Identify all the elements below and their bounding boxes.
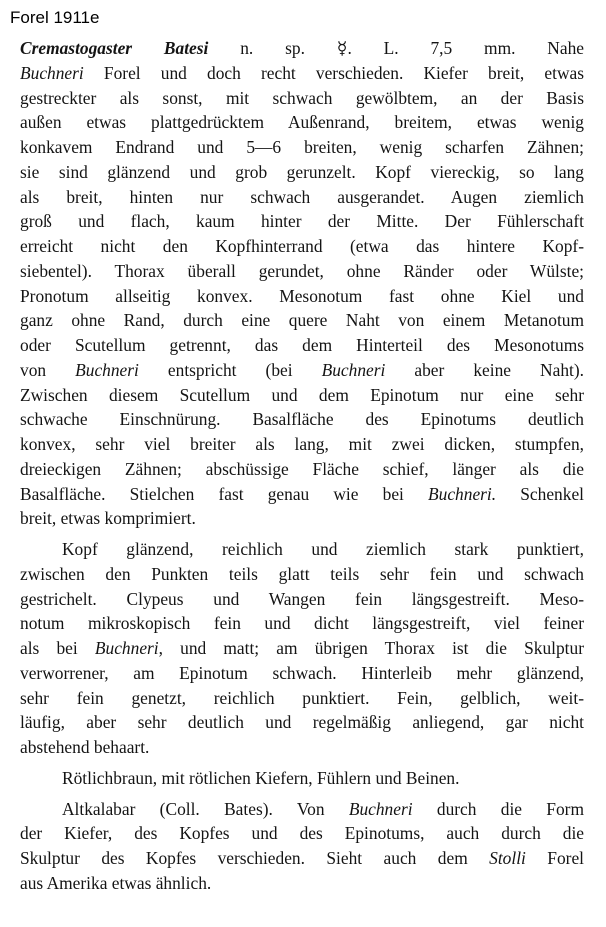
text-line (20, 209, 584, 234)
italic-taxon: Buchneri. (428, 483, 497, 504)
text-run: Altkalabar (Coll. Bates). Von (62, 798, 349, 819)
italic-taxon: Buchneri (94, 638, 159, 658)
text-line (20, 333, 584, 358)
text-line (20, 86, 584, 111)
paragraph-color (20, 766, 584, 791)
text-run: , und matt; am übrigen Thorax ist die Skulptur (158, 638, 584, 658)
text-run: konvex, sehr viel breiter als lang, mit zwei dicken, stumpfen, (20, 434, 584, 454)
text-line (20, 562, 584, 587)
text-line (20, 710, 584, 735)
text-line (20, 160, 584, 185)
text-line (20, 482, 584, 507)
text-line (20, 686, 584, 711)
article-body (20, 36, 584, 896)
text-run: erreicht nicht den Kopfhinterrand (etwa das hintere Kopf- (20, 236, 584, 256)
text-line (20, 846, 584, 871)
text-line (20, 110, 584, 135)
text-run: Pronotum allseitig konvex. Mesonotum fast ohne Kiel und (20, 285, 584, 306)
text-run: Basalfläche. Stielchen fast genau wie bei (20, 483, 429, 504)
text-line (20, 36, 584, 61)
italic-taxon: Buchneri (321, 359, 386, 380)
text-line (20, 457, 584, 482)
text-run: als breit, hinten nur schwach ausgerandet. Augen ziemlich (20, 186, 584, 207)
paragraph-description (20, 36, 584, 531)
text-line (20, 735, 584, 760)
text-run: verworrener, am Epinotum schwach. Hinterleib mehr glänzend, (20, 662, 584, 683)
text-run: Forel (525, 848, 584, 868)
text-run: siebentel). Thorax überall gerundet, ohne Ränder oder Wülste; (20, 260, 584, 281)
text-line (20, 661, 584, 686)
text-line (20, 234, 584, 259)
text-run: entspricht (bei (138, 359, 322, 380)
text-run: notum mikroskopisch fein und dicht längsgestreift, viel feiner (20, 613, 584, 634)
text-line (20, 407, 584, 432)
text-line (20, 587, 584, 612)
text-line (20, 636, 584, 661)
text-run: von (20, 359, 76, 380)
text-run: gestreckter als sonst, mit schwach gewölbtem, an der Basis (20, 87, 584, 108)
text-run: sehr fein genetzt, reichlich punktiert. Fein, gelblich, weit- (20, 687, 584, 708)
text-run: durch die Form (412, 798, 584, 819)
italic-taxon: Stolli (489, 848, 526, 868)
text-run: sie sind glänzend und grob gerunzelt. Kopf viereckig, so lang (20, 161, 584, 182)
text-line (20, 383, 584, 408)
italic-taxon: Buchneri (75, 359, 139, 380)
text-line (20, 259, 584, 284)
text-line (20, 135, 584, 160)
species-name: Cremastogaster Batesi (20, 38, 209, 58)
italic-taxon: Buchneri (20, 62, 84, 83)
text-line (20, 537, 584, 562)
text-run: als bei (20, 638, 95, 658)
text-run: der Kiefer, des Kopfes und des Epinotums, auch durch die (20, 823, 584, 844)
text-line (20, 871, 584, 896)
text-line (20, 821, 584, 846)
text-line (20, 611, 584, 636)
text-line (20, 506, 584, 531)
text-run: schwache Einschnürung. Basalfläche des Epinotums deutlich (20, 409, 584, 430)
text-run: Kopf glänzend, reichlich und ziemlich stark punktiert, (62, 539, 584, 559)
text-run: groß und flach, kaum hinter der Mitte. Der Fühlerschaft (20, 211, 584, 232)
text-run: konkavem Endrand und 5—6 breiten, wenig scharfen Zähnen; (20, 137, 584, 157)
text-run: Forel und doch recht verschieden. Kiefer breit, etwas (83, 62, 584, 83)
text-run: außen etwas plattgedrücktem Außenrand, breitem, etwas wenig (20, 112, 584, 133)
text-run: aber keine Naht). (385, 359, 584, 380)
text-run: Rötlichbraun, mit rötlichen Kiefern, Fühlern und Beinen. (62, 767, 460, 788)
text-run: Skulptur des Kopfes verschieden. Sieht auch dem (20, 848, 490, 868)
text-run: ganz ohne Rand, durch eine quere Naht von einem Metanotum (20, 310, 584, 331)
text-run: aus Amerika etwas ähnlich. (20, 872, 212, 893)
text-line (20, 185, 584, 210)
text-run: n. sp. ☿. L. 7,5 mm. Nahe (208, 38, 584, 58)
text-run: abstehend behaart. (20, 737, 150, 757)
text-line (20, 432, 584, 457)
text-run: zwischen den Punkten teils glatt teils sehr fein und schwach (20, 563, 584, 584)
text-line (20, 308, 584, 333)
text-line (20, 766, 584, 791)
text-run: läufig, aber sehr deutlich und regelmäßig anliegend, gar nicht (20, 712, 584, 733)
text-run: breit, etwas komprimiert. (20, 508, 196, 529)
text-run: Schenkel (496, 483, 584, 504)
text-run: gestrichelt. Clypeus und Wangen fein längsgestreift. Meso- (20, 588, 584, 609)
text-line (20, 284, 584, 309)
paragraph-sculpture (20, 537, 584, 760)
text-line (20, 61, 584, 86)
page-label: Forel 1911e (10, 8, 100, 27)
italic-taxon: Buchneri (348, 798, 413, 819)
paragraph-locality (20, 797, 584, 896)
text-run: oder Scutellum getrennt, das dem Hinterteil des Mesonotums (20, 335, 584, 355)
text-line (20, 797, 584, 822)
text-line (20, 358, 584, 383)
text-run: dreieckigen Zähnen; abschüssige Fläche schief, länger als die (20, 458, 584, 479)
text-run: Zwischen diesem Scutellum und dem Epinotum nur eine sehr (20, 384, 584, 405)
